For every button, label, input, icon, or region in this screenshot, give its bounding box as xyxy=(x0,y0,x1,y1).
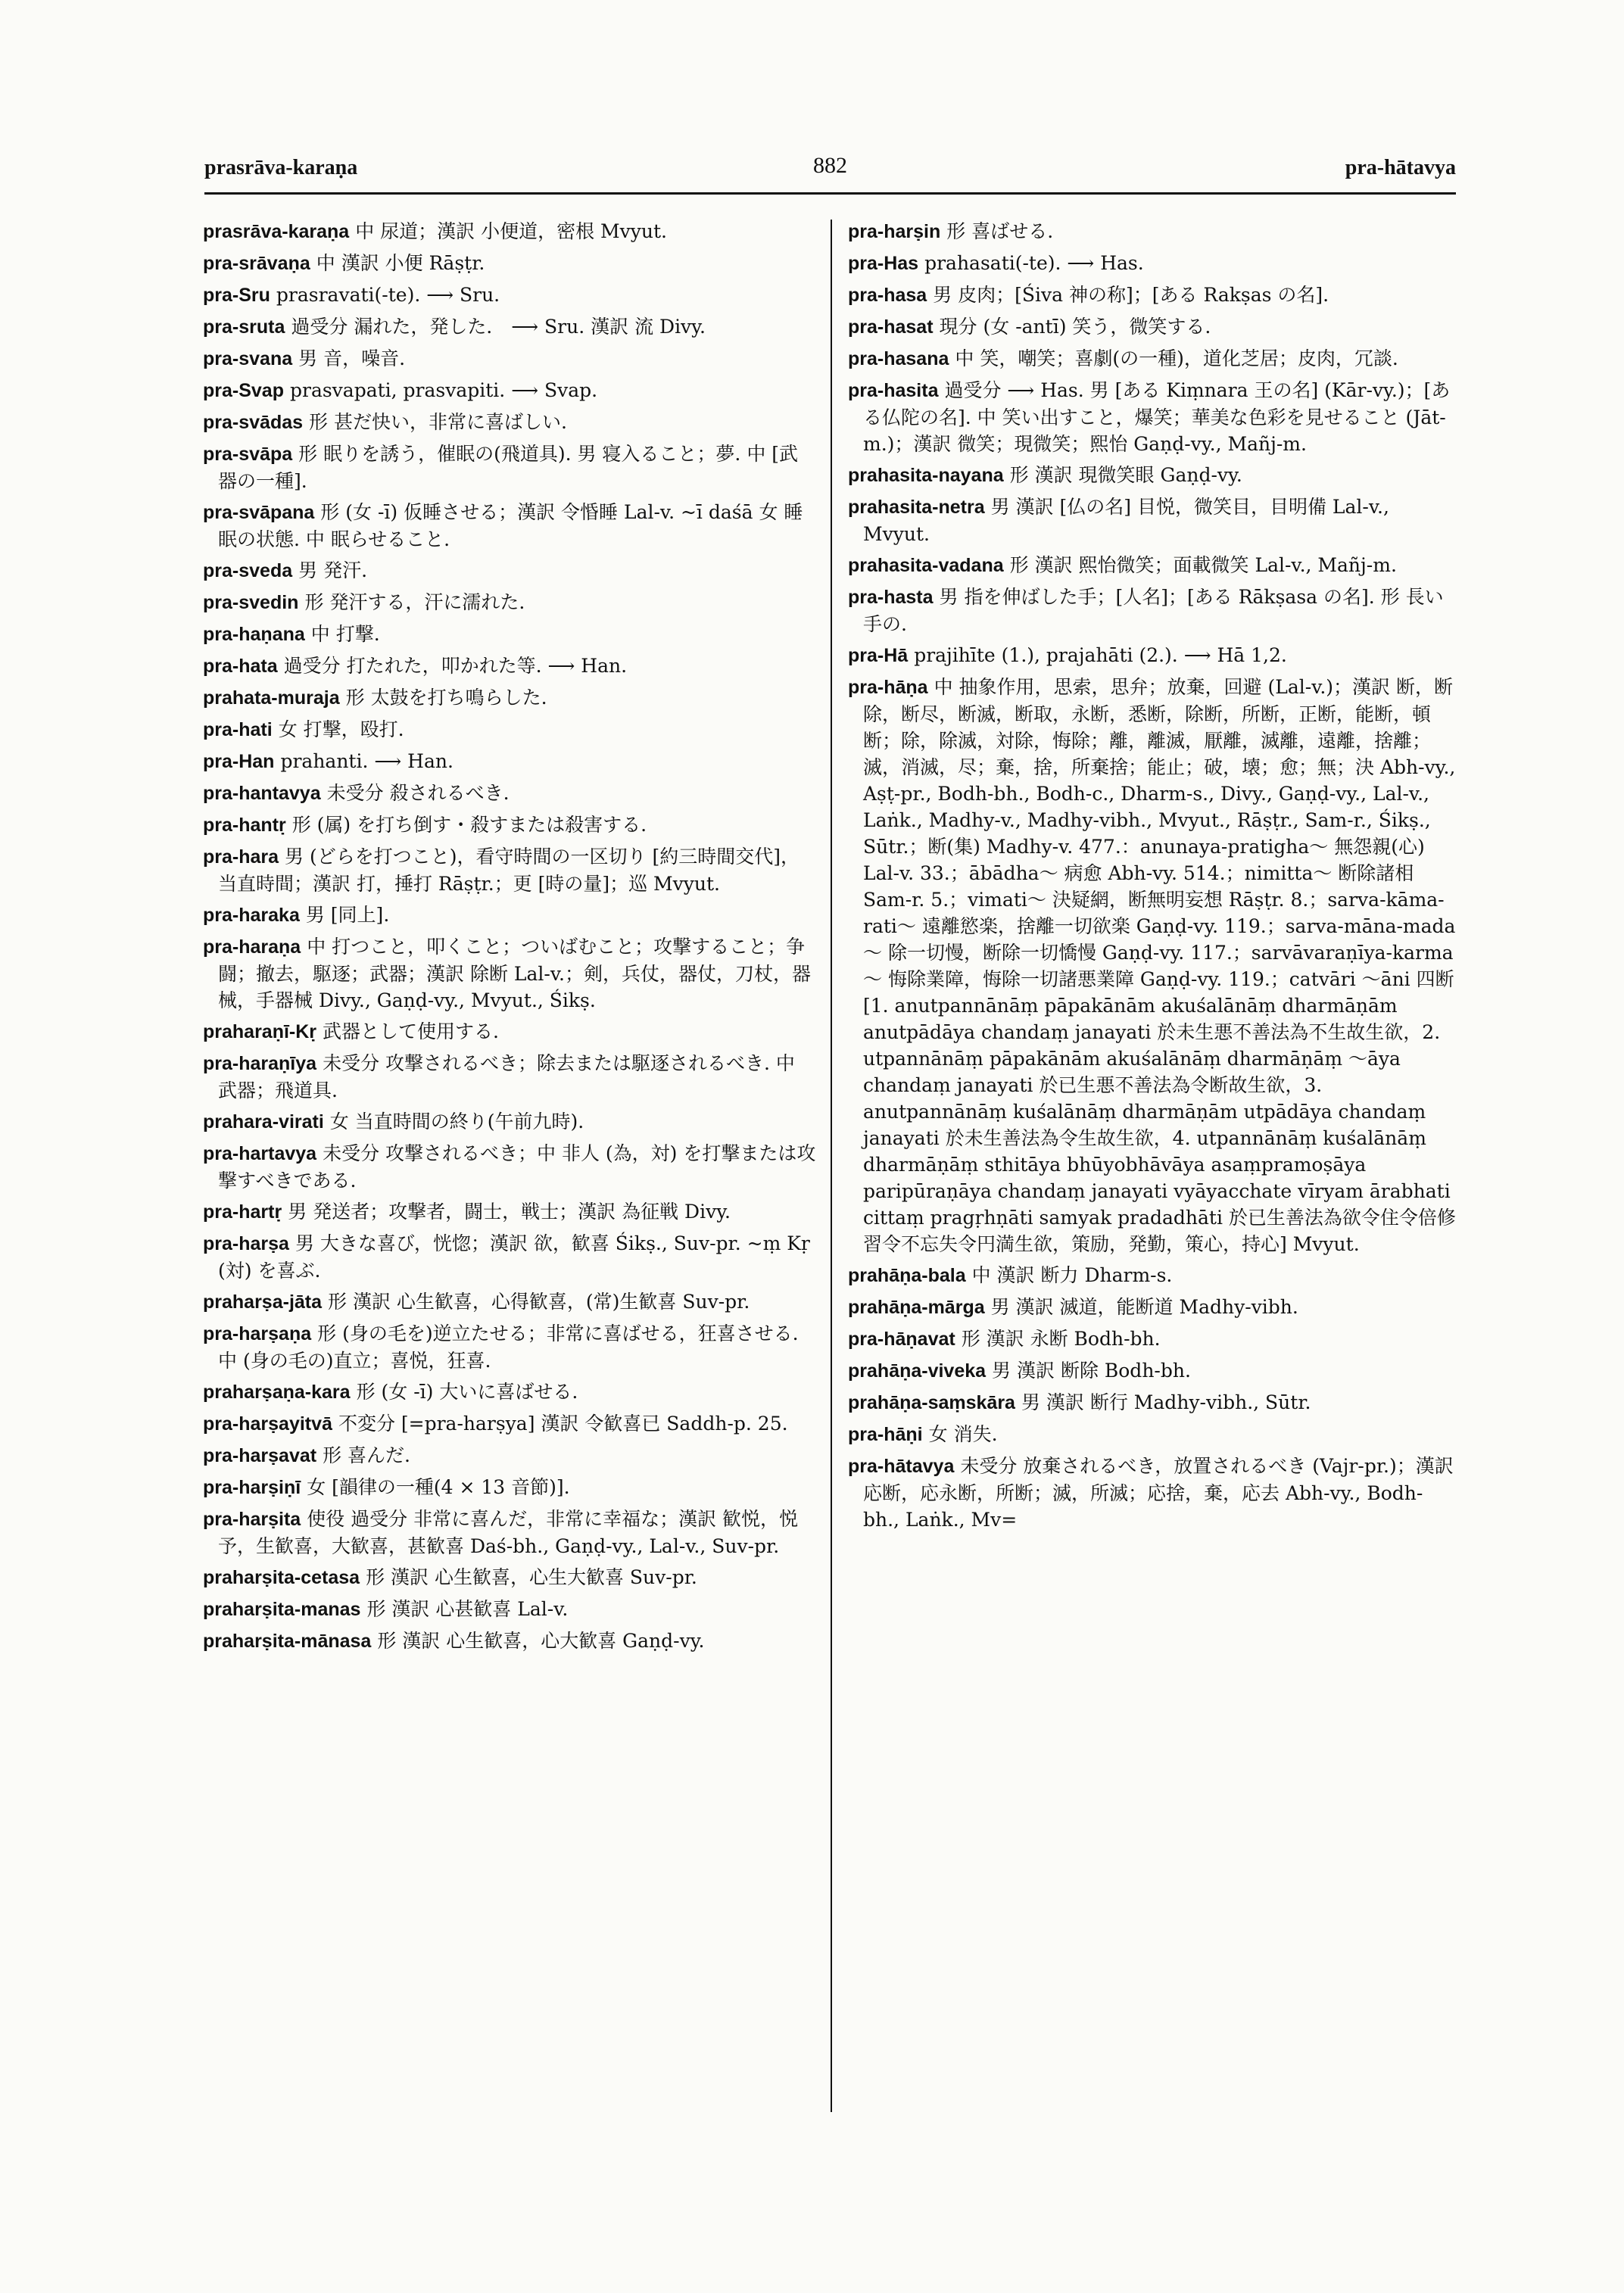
dictionary-entry xyxy=(203,1564,816,1591)
entry-headword: pra-srāvaṇa xyxy=(203,253,310,274)
entry-definition: 女 [韻律の一種(4 × 13 音節)]. xyxy=(307,1476,570,1498)
entry-definition: 形 漢訳 心生歓喜，心大歓喜 Gaṇḍ-vy. xyxy=(377,1630,705,1652)
entry-definition: 男 指を伸ばした手；[人名]；[ある Rākṣasa の名]. 形 長い手の. xyxy=(863,586,1444,635)
right-column xyxy=(848,218,1457,1537)
dictionary-entry xyxy=(203,1379,816,1406)
entry-definition: 男 音，噪音. xyxy=(298,347,406,369)
entry-headword: pra-harṣin xyxy=(848,221,941,242)
dictionary-entry xyxy=(203,282,816,309)
entry-headword: prahāṇa-viveka xyxy=(848,1360,987,1382)
dictionary-entry xyxy=(848,282,1457,309)
entry-headword: pra-hartṛ xyxy=(203,1201,282,1223)
entry-headword: prahasita-vadana xyxy=(848,555,1004,576)
dictionary-entry xyxy=(848,1262,1457,1289)
entry-headword: pra-svādas xyxy=(203,412,304,433)
entry-definition: 使役 過受分 非常に喜んだ，非常に幸福な；漢訳 歓悦，悦予，生歓喜，大歓喜，甚歓喜 Daś-bh., Gaṇḍ-vy., Lal-v., Suv-pr. xyxy=(218,1508,799,1557)
entry-definition: 形 眠りを誘う，催眠の(飛道具). 男 寝入ること；夢. 中 [武器の一種]. xyxy=(218,443,799,492)
entry-definition: 現分 (女 -antī) 笑う，微笑する. xyxy=(939,316,1211,338)
dictionary-entry xyxy=(848,494,1457,547)
dictionary-entry xyxy=(848,584,1457,637)
dictionary-entry xyxy=(203,589,816,616)
entry-definition: 男 漢訳 断行 Madhy-vibh., Sūtr. xyxy=(1021,1391,1311,1413)
entry-headword: pra-haraṇīya xyxy=(203,1053,317,1074)
dictionary-entry xyxy=(203,748,816,775)
dictionary-entry xyxy=(848,313,1457,341)
header-right-guideword: pra-hātavya xyxy=(1345,156,1456,179)
dictionary-entry xyxy=(203,1506,816,1559)
entry-definition: 形 漢訳 熙怡微笑；面載微笑 Lal-v., Mañj-m. xyxy=(1009,554,1397,576)
dictionary-entry xyxy=(203,621,816,648)
entry-definition: 武器として使用する. xyxy=(323,1020,499,1042)
entry-definition: 男 漢訳 [仏の名] 目悦，微笑目，目明備 Lal-v., Mvyut. xyxy=(863,496,1389,545)
entry-headword: pra-hasana xyxy=(848,348,949,369)
entry-definition: prahanti. ⟶ Han. xyxy=(280,750,454,772)
page-header xyxy=(204,153,1456,191)
dictionary-entry xyxy=(203,933,816,1014)
dictionary-entry xyxy=(848,642,1457,669)
entry-headword: pra-harṣavat xyxy=(203,1445,317,1466)
entry-headword: pra-hati xyxy=(203,719,273,740)
dictionary-entry xyxy=(848,1294,1457,1321)
entry-headword: pra-hāṇi xyxy=(848,1424,923,1445)
entry-headword: pra-hantṛ xyxy=(203,815,286,836)
entry-headword: pra-svana xyxy=(203,348,293,369)
entry-headword: pra-Hā xyxy=(848,645,909,666)
entry-definition: 形 (属) を打ち倒す・殺すまたは殺害する. xyxy=(291,814,647,836)
dictionary-entry xyxy=(203,1320,816,1374)
entry-headword: pra-sveda xyxy=(203,560,293,581)
entry-headword: prasrāva-karaṇa xyxy=(203,221,350,242)
entry-headword: pra-harṣaṇa xyxy=(203,1323,312,1344)
entry-definition: 中 打撃. xyxy=(310,623,380,645)
entry-definition: 女 消失. xyxy=(928,1423,998,1445)
entry-headword: pra-hāṇa xyxy=(848,677,928,698)
dictionary-entry xyxy=(848,1326,1457,1353)
entry-definition: 男 漢訳 断除 Bodh-bh. xyxy=(992,1360,1191,1382)
dictionary-entry xyxy=(848,1357,1457,1385)
dictionary-entry xyxy=(203,716,816,743)
entry-headword: pra-Has xyxy=(848,253,919,274)
entry-headword: pra-hātavya xyxy=(848,1456,955,1477)
entry-headword: prahāṇa-bala xyxy=(848,1265,966,1286)
entry-headword: pra-hasita xyxy=(848,380,939,401)
entry-headword: pra-hantavya xyxy=(203,783,321,804)
entry-headword: praharaṇī-Kṛ xyxy=(203,1021,317,1042)
entry-definition: 女 当直時間の終り(午前九時). xyxy=(329,1111,584,1132)
dictionary-entry xyxy=(203,557,816,584)
entry-headword: pra-sruta xyxy=(203,316,285,338)
entry-definition: prahasati(-te). ⟶ Has. xyxy=(924,252,1144,274)
entry-definition: 形 (身の毛を)逆立たせる；非常に喜ばせる，狂喜させる. 中 (身の毛の)直立；喜悦，狂喜. xyxy=(218,1323,799,1372)
dictionary-entry xyxy=(848,218,1457,245)
page-number: 882 xyxy=(813,153,847,178)
entry-headword: pra-hartavya xyxy=(203,1143,317,1164)
dictionary-entry xyxy=(848,1421,1457,1448)
entry-headword: prahara-virati xyxy=(203,1111,324,1132)
entry-headword: pra-harṣiṇī xyxy=(203,1477,301,1498)
dictionary-entry xyxy=(203,1596,816,1623)
entry-definition: 不変分 [=pra-harṣya] 漢訳 令歓喜已 Saddh-p. 25. xyxy=(338,1413,788,1435)
dictionary-entry xyxy=(203,377,816,404)
entry-headword: pra-haraṇa xyxy=(203,936,301,958)
entry-definition: 男 大きな喜び，恍惚；漢訳 欲，歓喜 Śikṣ., Suv-pr. ~ṃ Kṛ (対) を喜ぶ. xyxy=(218,1232,810,1282)
dictionary-entry xyxy=(203,1108,816,1136)
dictionary-entry xyxy=(848,1389,1457,1416)
dictionary-entry xyxy=(203,409,816,436)
entry-headword: pra-svāpa xyxy=(203,444,293,465)
dictionary-entry xyxy=(203,1474,816,1501)
left-column xyxy=(203,218,816,1659)
entry-headword: pra-Svap xyxy=(203,380,284,401)
entry-definition: 形 発汗する，汗に濡れた. xyxy=(304,591,525,613)
entry-definition: 過受分 ⟶ Has. 男 [ある Kiṃnara 王の名] (Kār-vy.)；[ある仏陀の名]. 中 笑い出すこと，爆笑；華美な色彩を見せること (Jāt-m.)；漢訳 微笑；現微笑；熙怡 Gaṇḍ-vy., Mañj-m. xyxy=(863,379,1451,455)
entry-headword: prahata-muraja xyxy=(203,687,340,709)
dictionary-entry xyxy=(203,1628,816,1655)
dictionary-entry xyxy=(203,780,816,807)
dictionary-entry xyxy=(203,345,816,372)
dictionary-entry xyxy=(203,313,816,341)
dictionary-entry xyxy=(848,377,1457,457)
entry-headword: praharṣa-jāta xyxy=(203,1291,323,1313)
entry-definition: 形 甚だ快い，非常に喜ばしい. xyxy=(309,411,567,433)
header-left-guideword: prasrāva-karaṇa xyxy=(204,156,358,179)
entry-headword: pra-Sru xyxy=(203,285,270,306)
entry-definition: 過受分 打たれた，叩かれた等. ⟶ Han. xyxy=(283,655,628,677)
dictionary-entry xyxy=(203,250,816,277)
entry-headword: prahāṇa-saṃskāra xyxy=(848,1392,1015,1413)
entry-headword: praharṣita-mānasa xyxy=(203,1631,372,1652)
entry-headword: praharṣita-manas xyxy=(203,1599,361,1620)
entry-definition: 形 漢訳 永断 Bodh-bh. xyxy=(961,1328,1161,1350)
entry-headword: pra-svāpana xyxy=(203,502,315,523)
dictionary-entry xyxy=(203,1410,816,1438)
dictionary-entry xyxy=(848,250,1457,277)
header-rule xyxy=(204,192,1456,195)
entry-definition: 男 (どらを打つこと)，看守時間の一区切り [約三時間交代]，当直時間；漢訳 打，捶打 Rāṣṭr.；更 [時の量]；巡 Mvyut. xyxy=(218,846,800,895)
dictionary-entry xyxy=(848,462,1457,489)
dictionary-entry xyxy=(203,902,816,929)
entry-headword: praharṣaṇa-kara xyxy=(203,1382,351,1403)
entry-headword: pra-harṣayitvā xyxy=(203,1413,332,1435)
dictionary-entry xyxy=(203,843,816,897)
entry-definition: 形 喜んだ. xyxy=(323,1444,410,1466)
entry-definition: 過受分 漏れた，発した． ⟶ Sru. 漢訳 流 Divy. xyxy=(291,316,706,338)
dictionary-entry xyxy=(848,1453,1457,1533)
dictionary-entry xyxy=(203,1050,816,1104)
entry-definition: 中 笑，嘲笑；喜劇(の一種)，道化芝居；皮肉，冗談. xyxy=(955,347,1398,369)
entry-headword: praharṣita-cetasa xyxy=(203,1567,360,1588)
dictionary-entry xyxy=(203,441,816,494)
entry-headword: pra-svedin xyxy=(203,592,299,613)
entry-definition: 未受分 攻撃されるべき；除去または駆逐されるべき. 中 武器；飛道具. xyxy=(218,1052,795,1101)
entry-headword: pra-haṇana xyxy=(203,624,305,645)
entry-definition: 中 抽象作用，思索，思弁；放棄，回避 (Lal-v.)；漢訳 断，断除，断尽，断滅，断取，永断，悉断，除断，所断，正断，能断，頓断；除，除滅，対除，悔除；離，離滅，厭離，滅離，遠離，捨離；滅，消滅，尽；棄，捨，所棄捨；能止；破，壊；愈；無；決 Abh-vy., Aṣṭ-pr., Bodh-bh., Bodh-c., Dharm-s., Divy., Gaṇḍ-vy., Lal-v., Laṅk., Madhy-v., Madhy-vibh., Mvyut., Rāṣṭr., Sam-r., Śikṣ., Sūtr.；断(集) Madhy-v. 477.：anunaya-pratigha～ 無怨親(心) Lal-v. 33.；ābādha～ 病愈 Abh-vy. 514.；nimitta～ 断除諸相 Sam-r. 5.；vimati～ 決疑網，断無明妄想 Rāṣṭr. 8.；sarva-kāma-rati～ 遠離慾楽，捨離一切欲楽 Gaṇḍ-vy. 119.；sarva-māna-mada～ 除一切慢，断除一切憍慢 Gaṇḍ-vy. 117.；sarvāvaraṇīya-karma～ 悔除業障，悔除一切諸悪業障 Gaṇḍ-vy. 119.；catvāri ～āni 四断 [1. anutpannānāṃ pāpakānām akuśalānāṃ dharmāṇām anutpādāya chandaṃ janayati 於未生悪不善法為不生故生欲，2. utpannānāṃ pāpakānām akuśalānāṃ dharmāṇāṃ ～āya chandaṃ janayati 於已生悪不善法為令断故生欲，3. anutpannānāṃ kuśalānāṃ dharmāṇām utpādāya chandaṃ janayati 於未生善法為令生故生欲，4. utpannānāṃ kuśalānāṃ dharmāṇāṃ sthitāya bhūyobhāvāya asaṃpramoṣāya paripūraṇāya chandaṃ janayati vyāyacchate vīryam ārabhati cittaṃ pragṛhṇāti samyak pradadhāti 於已生善法為欲令住令倍修習令不忘失令円満生欲，策励，発勤，策心，持心] Mvyut. xyxy=(863,676,1456,1255)
dictionary-entry xyxy=(203,1230,816,1284)
dictionary-entry xyxy=(203,1442,816,1469)
entry-definition: 形 漢訳 心生歓喜，心得歓喜，(常)生歓喜 Suv-pr. xyxy=(328,1291,750,1313)
entry-definition: 未受分 攻撃されるべき；中 非人 (為，対) を打撃または攻撃すべきである. xyxy=(218,1142,816,1192)
entry-headword: pra-Han xyxy=(203,751,275,772)
dictionary-entry xyxy=(203,1018,816,1045)
dictionary-entry xyxy=(848,345,1457,372)
entry-definition: 男 発汗. xyxy=(298,559,368,581)
dictionary-entry xyxy=(203,1288,816,1316)
entry-definition: 中 漢訳 小便 Rāṣṭr. xyxy=(316,252,485,274)
entry-headword: pra-hasta xyxy=(848,587,934,608)
entry-definition: 形 (女 -ī) 仮睡させる；漢訳 令惛睡 Lal-v. ~ī daśā 女 睡眠の状態. 中 眠らせること. xyxy=(218,501,803,550)
entry-definition: 形 漢訳 心甚歓喜 Lal-v. xyxy=(366,1598,569,1620)
dictionary-entry xyxy=(203,218,816,245)
entry-definition: prajihīte (1.), prajahāti (2.). ⟶ Hā 1,2. xyxy=(914,644,1287,666)
dictionary-entry xyxy=(203,1198,816,1226)
entry-definition: 男 [同上]. xyxy=(305,904,390,926)
dictionary-entry xyxy=(203,1140,816,1194)
entry-definition: 形 喜ばせる. xyxy=(946,220,1054,242)
entry-definition: 形 太鼓を打ち鳴らした. xyxy=(345,687,547,709)
entry-headword: pra-hasa xyxy=(848,285,927,306)
entry-definition: 未受分 殺されるべき. xyxy=(326,782,510,804)
dictionary-entry xyxy=(848,552,1457,579)
entry-definition: 中 漢訳 断力 Dharm-s. xyxy=(971,1264,1173,1286)
column-divider xyxy=(831,220,832,2112)
entry-definition: 中 尿道；漢訳 小便道，密根 Mvyut. xyxy=(355,220,667,242)
entry-definition: 男 漢訳 滅道，能断道 Madhy-vibh. xyxy=(990,1296,1298,1318)
dictionary-entry xyxy=(848,674,1457,1257)
dictionary-entry xyxy=(203,684,816,712)
entry-headword: prahāṇa-mārga xyxy=(848,1297,985,1318)
entry-definition: 形 (女 -ī) 大いに喜ばせる. xyxy=(356,1381,578,1403)
entry-definition: 形 漢訳 現微笑眼 Gaṇḍ-vy. xyxy=(1009,464,1242,486)
entry-headword: pra-hasat xyxy=(848,316,934,338)
dictionary-entry xyxy=(203,653,816,680)
entry-headword: pra-hāṇavat xyxy=(848,1329,955,1350)
entry-headword: pra-harṣita xyxy=(203,1509,301,1530)
dictionary-entry xyxy=(203,812,816,839)
entry-definition: prasravati(-te). ⟶ Sru. xyxy=(276,284,500,306)
entry-headword: prahasita-netra xyxy=(848,497,985,518)
entry-definition: 女 打撃，殴打. xyxy=(278,718,404,740)
entry-headword: prahasita-nayana xyxy=(848,465,1004,486)
entry-headword: pra-hata xyxy=(203,656,278,677)
entry-definition: 未受分 放棄されるべき，放置されるべき (Vajr-pr.)；漢訳 応断，応永断，所断；滅，所滅；応捨，棄，応去 Abh-vy., Bodh-bh., Laṅk., Mv= xyxy=(863,1455,1454,1531)
entry-definition: 中 打つこと，叩くこと；ついばむこと；攻撃すること；争闘；撤去，駆逐；武器；漢訳 除断 Lal-v.；剣，兵仗，器仗，刀杖，器械，手器械 Divy., Gaṇḍ-vy., Mvyut., Śikṣ. xyxy=(218,936,811,1011)
entry-definition: prasvapati, prasvapiti. ⟶ Svap. xyxy=(289,379,598,401)
entry-definition: 男 発送者；攻撃者，闘士，戦士；漢訳 為征戦 Divy. xyxy=(288,1201,731,1223)
entry-definition: 形 漢訳 心生歓喜，心生大歓喜 Suv-pr. xyxy=(366,1566,697,1588)
dictionary-entry xyxy=(203,499,816,553)
entry-headword: pra-harṣa xyxy=(203,1233,289,1254)
entry-definition: 男 皮肉；[Śiva 神の称]；[ある Rakṣas の名]. xyxy=(933,284,1329,306)
entry-headword: pra-hara xyxy=(203,846,279,868)
entry-headword: pra-haraka xyxy=(203,905,300,926)
